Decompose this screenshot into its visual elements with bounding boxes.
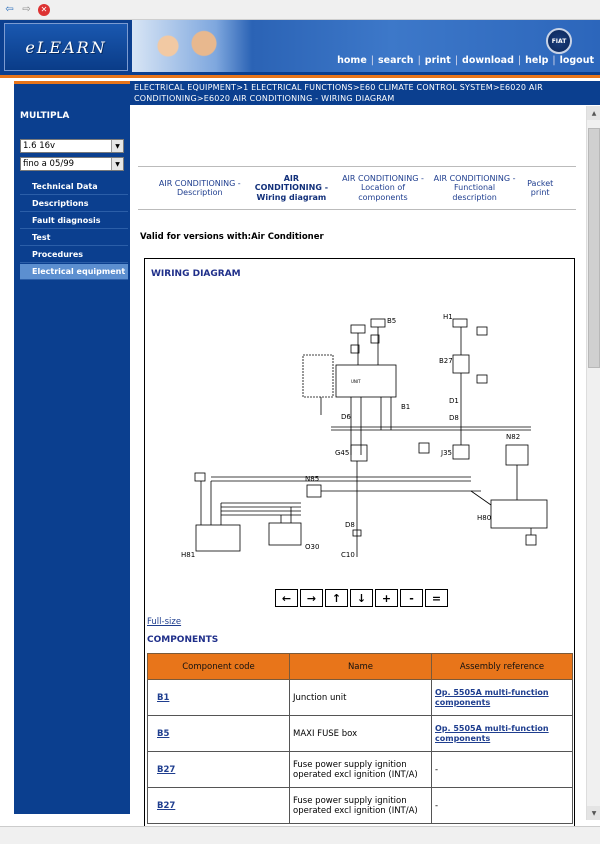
svg-text:D1: D1 [449,397,459,405]
date-select-value: fino a 05/99 [23,159,75,169]
zoom-in-button[interactable]: + [375,589,398,607]
nav-print-link[interactable]: print [424,55,451,66]
chevron-down-icon[interactable]: ▼ [111,158,123,170]
back-arrow-icon[interactable]: ⇦ [5,4,14,15]
table-row [148,716,573,752]
components-title: COMPONENTS [147,635,219,645]
svg-text:C10: C10 [341,551,355,557]
svg-text:B27: B27 [439,357,453,365]
pan-right-button[interactable]: → [300,589,323,607]
component-name: Junction unit [290,680,432,716]
header-assembly-reference: Assembly reference [432,654,573,680]
diagram-labels [181,313,520,557]
wiring-diagram-image[interactable] [181,305,551,557]
svg-text:B1: B1 [401,403,411,411]
browser-status-bar [0,826,600,844]
elearn-logo[interactable] [4,23,128,71]
zoom-reset-button[interactable]: = [425,589,448,607]
main-content [138,106,586,826]
fiat-badge-icon: FIAT [546,28,572,54]
svg-text:D8: D8 [449,414,459,422]
svg-text:D8: D8 [345,521,355,529]
tab-description[interactable]: AIR CONDITIONING - Description [158,178,241,197]
zoom-out-button[interactable]: - [400,589,423,607]
sidebar-item-test[interactable]: Test [20,230,128,246]
svg-text:UNIT: UNIT [351,379,361,384]
model-title: MULTIPLA [20,111,70,121]
sidebar-item-technical-data[interactable]: Technical Data [20,179,128,195]
sidebar-divider [14,81,130,84]
assembly-reference-value: - [432,788,573,824]
component-code-link[interactable]: B5 [157,728,170,739]
sidebar-item-procedures[interactable]: Procedures [20,247,128,263]
svg-text:N82: N82 [506,433,521,441]
sidebar-item-fault-diagnosis[interactable]: Fault diagnosis [20,213,128,229]
table-row [148,752,573,788]
sidebar-item-descriptions[interactable]: Descriptions [20,196,128,212]
component-name: Fuse power supply ignition operated excl ignition (INT/A) [290,788,432,824]
scroll-up-icon[interactable]: ▲ [587,106,600,120]
tab-functional-description[interactable]: AIR CONDITIONING - Functional description [433,173,516,202]
chevron-down-icon[interactable]: ▼ [111,140,123,152]
nav-help-link[interactable]: help [525,55,549,66]
nav-home-link[interactable]: home [337,55,367,66]
assembly-reference-value: - [432,752,573,788]
scrollbar-thumb[interactable] [588,128,600,368]
header-component-code: Component code [148,654,290,680]
diagram-navigation [275,589,448,607]
header-banner [252,20,600,72]
svg-text:B5: B5 [387,317,397,325]
header-name: Name [290,654,432,680]
engine-select-value: 1.6 16v [23,141,56,151]
svg-text:H81: H81 [181,551,196,557]
section-tabs [138,166,576,210]
engine-select[interactable] [20,139,124,153]
svg-text:N85: N85 [305,475,320,483]
sidebar [14,81,130,814]
wiring-diagram-title: WIRING DIAGRAM [151,269,241,279]
nav-download-link[interactable]: download [462,55,514,66]
component-name: Fuse power supply ignition operated excl ignition (INT/A) [290,752,432,788]
site-header [0,20,600,78]
tab-wiring-diagram[interactable]: AIR CONDITIONING - Wiring diagram [254,173,329,202]
components-table [147,653,573,824]
wiring-diagram-frame [144,258,575,826]
component-code-link[interactable]: B27 [157,764,176,775]
stop-icon[interactable]: ✕ [38,4,50,16]
logo-text: eLEARN [25,37,107,57]
scroll-down-icon[interactable]: ▼ [587,806,600,820]
browser-toolbar [0,0,600,20]
forward-arrow-icon[interactable]: ⇨ [22,4,31,15]
full-size-link[interactable]: Full-size [147,617,182,627]
date-select[interactable] [20,157,124,171]
pan-up-button[interactable]: ↑ [325,589,348,607]
assembly-reference-link[interactable]: Op. 5505A multi-function components [435,687,549,707]
sidebar-menu [14,179,130,280]
svg-text:H80: H80 [477,514,492,522]
top-navigation: home | search | print | download | help | logout [337,55,594,66]
assembly-reference-link[interactable]: Op. 5505A multi-function components [435,723,549,743]
nav-logout-link[interactable]: logout [559,55,594,66]
svg-text:H1: H1 [443,313,453,321]
vertical-scrollbar[interactable] [586,106,600,820]
sidebar-item-electrical-equipment[interactable]: Electrical equipment [20,264,128,280]
table-row [148,788,573,824]
component-code-link[interactable]: B27 [157,800,176,811]
pan-left-button[interactable]: ← [275,589,298,607]
breadcrumb: ELECTRICAL EQUIPMENT>1 ELECTRICAL FUNCTIONS>E60 CLIMATE CONTROL SYSTEM>E6020 AIR CONDITIONING>E6020 AIR CONDITIONING - WIRING DIAGRAM [130,81,600,105]
svg-text:D6: D6 [341,413,351,421]
nav-search-link[interactable]: search [377,55,414,66]
svg-text:J35: J35 [441,449,452,457]
component-name: MAXI FUSE box [290,716,432,752]
svg-text:O30: O30 [305,543,320,551]
component-code-link[interactable]: B1 [157,692,170,703]
tab-packet-print[interactable]: Packet print [527,178,554,197]
valid-versions-text: Valid for versions with:Air Conditioner [140,232,324,242]
svg-text:G45: G45 [335,449,350,457]
table-row [148,680,573,716]
pan-down-button[interactable]: ↓ [350,589,373,607]
tab-location-of-components[interactable]: AIR CONDITIONING - Location of components [342,173,424,202]
header-photo [132,20,252,72]
